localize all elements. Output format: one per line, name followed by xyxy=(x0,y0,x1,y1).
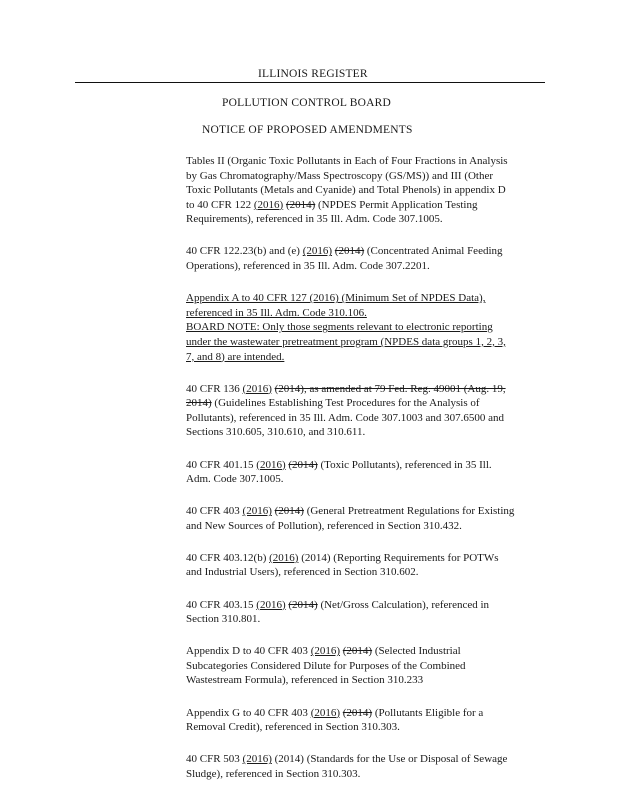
inserted-text: (2016) xyxy=(253,198,284,211)
register-title: ILLINOIS REGISTER xyxy=(258,68,368,80)
inserted-line: referenced in 35 Ill. Adm. Code 310.106. xyxy=(186,306,367,319)
entry-line: Operations), referenced in 35 Ill. Adm. Code 307.2201. xyxy=(186,260,430,273)
entry-text: (2014) (Reporting Requirements for POTWs xyxy=(298,551,499,564)
inserted-text: (2016) xyxy=(256,458,286,471)
notice-title: NOTICE OF PROPOSED AMENDMENTS xyxy=(202,124,413,136)
list-item xyxy=(186,644,548,688)
entry-text: (Guidelines Establishing Test Procedures for the Analysis of xyxy=(211,397,480,410)
deleted-text: (2014) xyxy=(334,245,365,258)
entry-text: 40 CFR 122.23(b) and (e) xyxy=(186,245,303,258)
entry-text: Appendix G to 40 CFR 403 xyxy=(186,706,311,719)
list-item xyxy=(186,551,548,580)
inserted-text: (2016) xyxy=(310,645,341,658)
entry-line: Section 310.801. xyxy=(186,613,261,626)
entry-text: (Concentrated Animal Feeding xyxy=(364,245,503,258)
entry-line: Wastestream Formula), referenced in Section 310.233 xyxy=(186,674,424,687)
entry-text: to 40 CFR 122 xyxy=(186,198,254,211)
entry-line xyxy=(186,396,548,411)
inserted-line: Appendix A to 40 CFR 127 (2016) (Minimum Set of NPDES Data), xyxy=(186,292,486,305)
deleted-text: (2014) xyxy=(342,706,373,719)
list-item xyxy=(186,244,548,273)
entry-line: Adm. Code 307.1005. xyxy=(186,473,284,486)
entry-line xyxy=(186,551,548,566)
list-item xyxy=(186,752,548,781)
inserted-text: (2016) xyxy=(269,551,299,564)
list-item xyxy=(186,706,548,735)
entry-line: and New Sources of Pollution), referenced in Section 310.432. xyxy=(186,519,462,532)
entry-line: Sections 310.605, 310.610, and 310.611. xyxy=(186,426,366,439)
entry-line: Removal Credit), referenced in Section 310.303. xyxy=(186,721,400,734)
entry-text: (Toxic Pollutants), referenced in 35 Ill. xyxy=(317,458,492,471)
entry-text: 40 CFR 401.15 xyxy=(186,458,257,471)
entry-line: Pollutants), referenced in 35 Ill. Adm. Code 307.1003 and 307.6500 and xyxy=(186,411,505,424)
entry-text: 40 CFR 403.15 xyxy=(186,598,257,611)
inserted-text: (2016) xyxy=(310,706,341,719)
inserted-line: BOARD NOTE: Only those segments relevant to electronic reporting xyxy=(186,321,493,334)
deleted-text: (2014), as amended at 79 Fed. Reg. 49001 (Aug. 19, xyxy=(274,382,506,395)
list-item xyxy=(186,598,548,627)
deleted-text: (2014) xyxy=(342,645,373,658)
entry-text: (NPDES Permit Application Testing xyxy=(315,198,478,211)
entry-line: Requirements), referenced in 35 Ill. Adm. Code 307.1005. xyxy=(186,213,443,226)
inserted-text: (2016) xyxy=(302,245,333,258)
entry-line xyxy=(186,244,548,259)
deleted-text: (2014) xyxy=(288,598,318,611)
inserted-text: (2016) xyxy=(242,382,272,395)
entry-line xyxy=(186,706,548,721)
entry-text: 40 CFR 136 xyxy=(186,382,243,395)
deleted-text: 2014) xyxy=(186,397,212,410)
entry-line: Sludge), referenced in Section 310.303. xyxy=(186,767,361,780)
list-item xyxy=(186,382,548,440)
entry-text: (Pollutants Eligible for a xyxy=(372,706,484,719)
inserted-text: (2016) xyxy=(242,505,272,518)
deleted-text: (2014) xyxy=(274,505,304,518)
entry-text: (2014) (Standards for the Use or Disposal of Sewage xyxy=(271,753,508,766)
list-item xyxy=(186,154,548,227)
entry-line: Toxic Pollutants (Metals and Cyanide) and Total Phenols) in appendix D xyxy=(186,184,506,197)
entry-text: 40 CFR 403 xyxy=(186,505,243,518)
board-title: POLLUTION CONTROL BOARD xyxy=(222,97,392,109)
entry-text: 40 CFR 503 xyxy=(186,753,243,766)
entry-text: Appendix D to 40 CFR 403 xyxy=(186,645,311,658)
entry-line xyxy=(186,644,548,659)
list-item xyxy=(186,504,548,533)
deleted-text: (2014) xyxy=(288,458,318,471)
inserted-line: under the wastewater pretreatment program (NPDES data groups 1, 2, 3, xyxy=(186,335,506,348)
entry-text: (General Pretreatment Regulations for Existing xyxy=(303,505,515,518)
entry-line xyxy=(186,382,548,397)
entry-line xyxy=(186,458,548,473)
entry-line xyxy=(186,504,548,519)
deleted-text: (2014) xyxy=(285,198,316,211)
entry-line xyxy=(186,598,548,613)
entry-line xyxy=(186,752,548,767)
entry-text: (Net/Gross Calculation), referenced in xyxy=(317,598,490,611)
entry-line: Tables II (Organic Toxic Pollutants in Each of Four Fractions in Analysis xyxy=(186,155,508,167)
list-item xyxy=(186,291,548,364)
entry-text: 40 CFR 403.12(b) xyxy=(186,551,270,564)
header-rule xyxy=(75,82,545,83)
inserted-text: (2016) xyxy=(256,598,286,611)
inserted-text: (2016) xyxy=(242,753,272,766)
entry-line: Subcategories Considered Dilute for Purposes of the Combined xyxy=(186,659,466,672)
entry-line: by Gas Chromatography/Mass Spectroscopy (GS/MS)) and III (Other xyxy=(186,169,494,182)
incorporations-list xyxy=(186,154,548,799)
list-item xyxy=(186,458,548,487)
entry-line: and Industrial Users), referenced in Section 310.602. xyxy=(186,566,419,579)
entry-line xyxy=(186,198,548,213)
entry-text: (Selected Industrial xyxy=(372,645,461,658)
inserted-line: 7, and 8) are intended. xyxy=(186,350,285,363)
